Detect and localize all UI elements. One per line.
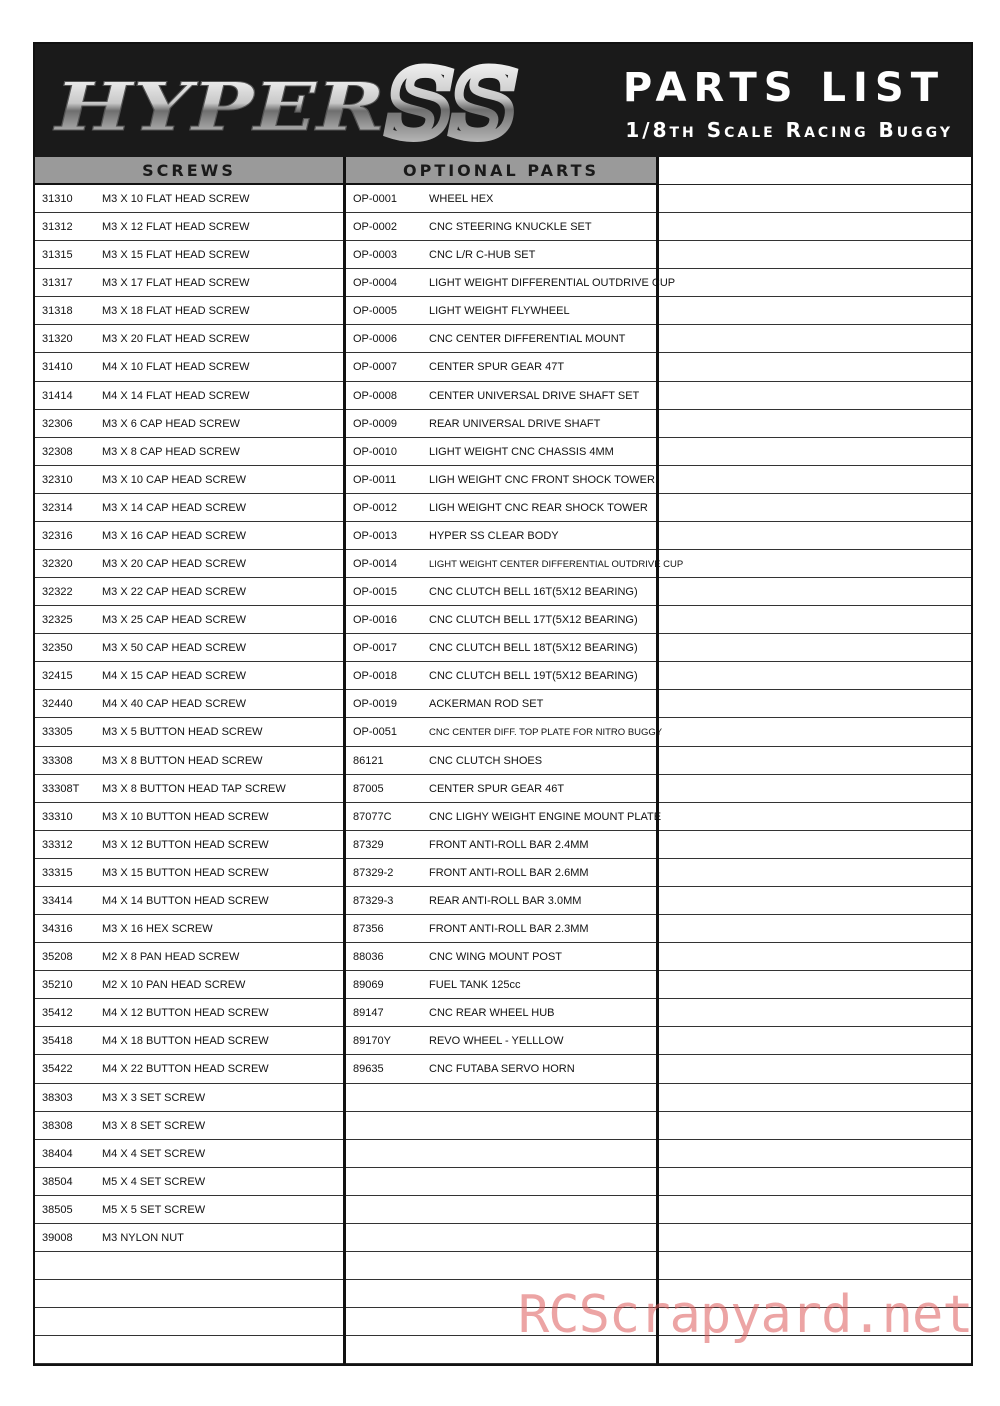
part-description: CNC CENTER DIFFERENTIAL MOUNT (429, 333, 626, 346)
table-row (346, 718, 663, 746)
part-description: M4 X 18 BUTTON HEAD SCREW (102, 1035, 269, 1048)
screws-list (35, 185, 343, 1364)
part-description: M3 X 8 BUTTON HEAD SCREW (102, 754, 263, 767)
table-row (659, 1027, 971, 1055)
table-row (346, 1112, 656, 1140)
table-row (659, 971, 971, 999)
column-heading-blank (659, 157, 971, 185)
table-row (346, 522, 656, 550)
table-row (659, 915, 971, 943)
table-row (659, 887, 971, 915)
part-description: M3 X 10 CAP HEAD SCREW (102, 473, 247, 486)
table-row (659, 1140, 971, 1168)
part-number: OP-0004 (353, 277, 398, 290)
part-number: 33308T (42, 782, 80, 795)
part-number: 38303 (42, 1091, 73, 1104)
part-description: M4 X 22 BUTTON HEAD SCREW (102, 1063, 269, 1076)
table-row (35, 410, 343, 438)
part-number: OP-0014 (353, 558, 398, 571)
part-number: OP-0016 (353, 614, 398, 627)
table-row (346, 859, 656, 887)
part-number: 38505 (42, 1203, 73, 1216)
table-row (35, 1224, 343, 1252)
table-row (35, 887, 343, 915)
part-description: M5 X 4 SET SCREW (102, 1175, 206, 1188)
blank-column (659, 157, 971, 1366)
part-description: M4 X 12 BUTTON HEAD SCREW (102, 1007, 269, 1020)
part-description: CNC L/R C-HUB SET (429, 249, 536, 262)
part-number: OP-0002 (353, 221, 398, 234)
table-row (659, 606, 971, 634)
part-description: M3 X 12 BUTTON HEAD SCREW (102, 838, 269, 851)
part-number: 32322 (42, 586, 73, 599)
table-row (35, 1252, 343, 1280)
table-row (659, 775, 971, 803)
part-number: 31318 (42, 305, 73, 318)
table-row (659, 662, 971, 690)
part-description: CNC CLUTCH SHOES (429, 754, 543, 767)
part-description: CNC REAR WHEEL HUB (429, 1007, 555, 1020)
table-row (659, 297, 971, 325)
part-number: 31312 (42, 221, 73, 234)
table-row (659, 803, 971, 831)
table-row (35, 971, 343, 999)
part-description: M3 X 8 CAP HEAD SCREW (102, 445, 240, 458)
part-description: CNC STEERING KNUCKLE SET (429, 221, 592, 234)
table-row (659, 325, 971, 353)
column-heading-screws: SCREWS (35, 157, 343, 185)
table-row (35, 578, 343, 606)
page-subtitle: 1/8th Scale Racing Buggy (625, 118, 953, 142)
table-row (346, 297, 656, 325)
table-row (35, 943, 343, 971)
part-description: M4 X 4 SET SCREW (102, 1147, 206, 1160)
table-row (659, 410, 971, 438)
part-description: M3 X 20 CAP HEAD SCREW (102, 558, 247, 571)
part-description: CENTER SPUR GEAR 46T (429, 782, 565, 795)
part-number: 35418 (42, 1035, 73, 1048)
table-row (346, 269, 676, 297)
table-row (346, 1196, 656, 1224)
column-heading-optional-parts: OPTIONAL PARTS (346, 157, 656, 185)
part-number: 39008 (42, 1231, 73, 1244)
table-row (659, 522, 971, 550)
part-description: CNC CLUTCH BELL 16T(5X12 BEARING) (429, 586, 638, 599)
table-row (35, 1140, 343, 1168)
table-row (346, 466, 656, 494)
part-description: M3 X 18 FLAT HEAD SCREW (102, 305, 250, 318)
part-description: CNC CENTER DIFF. TOP PLATE FOR NITRO BUGGY (429, 727, 663, 739)
part-description: M3 X 10 BUTTON HEAD SCREW (102, 810, 269, 823)
table-row (659, 1252, 971, 1280)
part-number: 86121 (353, 754, 384, 767)
part-number: 38308 (42, 1119, 73, 1132)
table-row (346, 494, 656, 522)
part-description: M5 X 5 SET SCREW (102, 1203, 206, 1216)
table-row (659, 859, 971, 887)
table-row (346, 185, 656, 213)
part-description: REAR ANTI-ROLL BAR 3.0MM (429, 894, 582, 907)
part-description: HYPER SS CLEAR BODY (429, 529, 559, 542)
table-row (659, 185, 971, 213)
part-description: LIGHT WEIGHT DIFFERENTIAL OUTDRIVE CUP (429, 277, 676, 290)
watermark: RCScrapyard.net (518, 1285, 973, 1345)
part-description: M3 X 15 FLAT HEAD SCREW (102, 249, 250, 262)
part-description: M3 X 16 HEX SCREW (102, 923, 213, 936)
part-number: 32308 (42, 445, 73, 458)
part-number: 87329-3 (353, 894, 394, 907)
table-row (346, 1140, 656, 1168)
part-description: LIGHT WEIGHT CNC CHASSIS 4MM (429, 445, 614, 458)
table-row (35, 353, 343, 381)
part-description: M3 X 22 CAP HEAD SCREW (102, 586, 247, 599)
table-row (659, 831, 971, 859)
part-description: LIGHT WEIGHT CENTER DIFFERENTIAL OUTDRIVE CUP (429, 559, 684, 571)
table-row (346, 831, 656, 859)
table-row (35, 999, 343, 1027)
table-row (346, 353, 656, 381)
svg-text:HYPER: HYPER (52, 68, 386, 146)
part-number: 87005 (353, 782, 384, 795)
part-number: 32314 (42, 501, 73, 514)
table-row (35, 1055, 343, 1083)
part-number: OP-0015 (353, 586, 398, 599)
part-description: M3 X 10 FLAT HEAD SCREW (102, 193, 250, 205)
part-number: 31320 (42, 333, 73, 346)
part-description: M2 X 8 PAN HEAD SCREW (102, 951, 240, 964)
table-row (659, 1168, 971, 1196)
part-description: LIGHT WEIGHT FLYWHEEL (429, 305, 570, 318)
part-number: 35210 (42, 979, 73, 992)
table-row (35, 1196, 343, 1224)
part-number: 32325 (42, 614, 73, 627)
part-number: 33315 (42, 866, 73, 879)
table-row (659, 382, 971, 410)
table-row (346, 606, 656, 634)
table-row (35, 718, 343, 746)
table-row (659, 494, 971, 522)
table-row (35, 690, 343, 718)
part-number: OP-0006 (353, 333, 398, 346)
part-description: M3 NYLON NUT (102, 1231, 184, 1244)
table-row (659, 353, 971, 381)
part-number: 33414 (42, 894, 73, 907)
part-number: OP-0007 (353, 361, 398, 374)
part-number: 87329 (353, 838, 384, 851)
part-number: 89635 (353, 1063, 384, 1076)
table-row (346, 690, 656, 718)
svg-text:SS: SS (387, 52, 517, 152)
table-row (35, 550, 343, 578)
table-row (35, 382, 343, 410)
part-number: 35422 (42, 1063, 73, 1076)
table-row (659, 1112, 971, 1140)
part-description: CNC FUTABA SERVO HORN (429, 1063, 575, 1076)
table-row (659, 269, 971, 297)
table-row (35, 1084, 343, 1112)
part-description: CNC CLUTCH BELL 18T(5X12 BEARING) (429, 642, 638, 655)
part-description: M3 X 15 BUTTON HEAD SCREW (102, 866, 269, 879)
table-row (35, 662, 343, 690)
part-number: OP-0019 (353, 698, 398, 711)
page-title: PARTS LIST (622, 65, 945, 111)
part-description: M4 X 40 CAP HEAD SCREW (102, 698, 247, 711)
table-row (659, 718, 971, 746)
part-description: FRONT ANTI-ROLL BAR 2.6MM (429, 866, 589, 879)
table-row (659, 1224, 971, 1252)
table-row (35, 634, 343, 662)
part-description: FRONT ANTI-ROLL BAR 2.3MM (429, 923, 589, 936)
part-number: 32350 (42, 642, 73, 655)
optional-parts-column (346, 157, 684, 1366)
table-row (35, 606, 343, 634)
part-number: 88036 (353, 951, 384, 964)
part-number: 31315 (42, 249, 73, 262)
table-row (35, 522, 343, 550)
part-number: 89147 (353, 1007, 384, 1020)
table-row (346, 325, 656, 353)
table-row (35, 466, 343, 494)
part-number: 33312 (42, 838, 73, 851)
part-number: OP-0011 (353, 473, 397, 486)
table-row (35, 1336, 343, 1364)
part-number: OP-0013 (353, 529, 398, 542)
part-number: 31310 (42, 193, 73, 205)
table-row (346, 971, 656, 999)
table-row (346, 747, 656, 775)
table-row (35, 859, 343, 887)
table-row (346, 943, 656, 971)
part-number: 33308 (42, 754, 73, 767)
table-row (346, 213, 656, 241)
table-row (659, 690, 971, 718)
part-number: 32306 (42, 417, 73, 430)
table-row (346, 1168, 656, 1196)
part-description: CENTER SPUR GEAR 47T (429, 361, 565, 374)
part-number: 35412 (42, 1007, 73, 1020)
header-banner (35, 44, 971, 157)
part-number: OP-0001 (353, 193, 398, 205)
table-row (346, 887, 656, 915)
part-description: M3 X 17 FLAT HEAD SCREW (102, 277, 250, 290)
table-row (659, 943, 971, 971)
part-description: M3 X 5 BUTTON HEAD SCREW (102, 726, 263, 739)
part-number: 87356 (353, 923, 384, 936)
table-row (346, 1224, 656, 1252)
part-number: 32415 (42, 670, 73, 683)
table-row (35, 1027, 343, 1055)
table-row (35, 915, 343, 943)
part-description: M4 X 14 FLAT HEAD SCREW (102, 389, 250, 402)
table-row (346, 1084, 656, 1112)
table-row (35, 775, 343, 803)
table-row (659, 1084, 971, 1112)
table-row (35, 747, 343, 775)
table-row (346, 915, 656, 943)
part-description: M3 X 6 CAP HEAD SCREW (102, 417, 240, 430)
table-row (659, 241, 971, 269)
table-row (346, 1055, 656, 1083)
table-row (35, 269, 343, 297)
part-description: FRONT ANTI-ROLL BAR 2.4MM (429, 838, 589, 851)
part-number: 87077C (353, 810, 392, 823)
part-description: M3 X 16 CAP HEAD SCREW (102, 529, 247, 542)
table-row (346, 1027, 656, 1055)
table-row (35, 1280, 343, 1308)
table-row (346, 550, 684, 578)
table-row (659, 213, 971, 241)
part-description: REAR UNIVERSAL DRIVE SHAFT (429, 417, 601, 430)
part-number: OP-0009 (353, 417, 398, 430)
part-number: 89069 (353, 979, 384, 992)
part-number: 32316 (42, 529, 73, 542)
table-row (35, 185, 343, 213)
table-row (35, 438, 343, 466)
optional-parts-list (346, 185, 684, 1364)
part-number: 32320 (42, 558, 73, 571)
part-number: 38404 (42, 1147, 73, 1160)
part-number: 38504 (42, 1175, 73, 1188)
part-description: CENTER UNIVERSAL DRIVE SHAFT SET (429, 389, 640, 402)
part-number: 35208 (42, 951, 73, 964)
table-row (35, 241, 343, 269)
part-number: 87329-2 (353, 866, 394, 879)
part-number: 31414 (42, 389, 73, 402)
table-row (659, 634, 971, 662)
part-description: FUEL TANK 125cc (429, 979, 521, 992)
part-description: M4 X 15 CAP HEAD SCREW (102, 670, 247, 683)
table-row (35, 297, 343, 325)
table-row (35, 494, 343, 522)
table-row (659, 578, 971, 606)
table-row (659, 466, 971, 494)
part-description: CNC LIGHY WEIGHT ENGINE MOUNT PLATE (429, 810, 662, 823)
part-number: OP-0005 (353, 305, 398, 318)
table-row (346, 438, 656, 466)
part-description: M3 X 20 FLAT HEAD SCREW (102, 333, 250, 346)
table-row (346, 999, 656, 1027)
part-description: REVO WHEEL - YELLLOW (429, 1035, 564, 1048)
part-description: CNC WING MOUNT POST (429, 951, 563, 964)
part-description: M3 X 3 SET SCREW (102, 1091, 206, 1104)
table-row (659, 747, 971, 775)
part-number: OP-0010 (353, 445, 398, 458)
part-description: M3 X 14 CAP HEAD SCREW (102, 501, 247, 514)
table-row (346, 634, 656, 662)
table-row (659, 438, 971, 466)
blank-list (659, 185, 971, 1364)
table-row (346, 578, 656, 606)
part-number: 89170Y (353, 1035, 391, 1048)
table-row (659, 1055, 971, 1083)
table-row (346, 662, 656, 690)
table-row (346, 775, 656, 803)
part-description: M2 X 10 PAN HEAD SCREW (102, 979, 246, 992)
part-number: 33310 (42, 810, 73, 823)
table-row (346, 410, 656, 438)
table-row (35, 213, 343, 241)
table-row (35, 325, 343, 353)
table-row (35, 1308, 343, 1336)
part-number: 31317 (42, 277, 73, 290)
part-number: 34316 (42, 923, 73, 936)
part-number: OP-0012 (353, 501, 398, 514)
part-description: M3 X 12 FLAT HEAD SCREW (102, 221, 250, 234)
part-description: CNC CLUTCH BELL 19T(5X12 BEARING) (429, 670, 638, 683)
part-description: LIGH WEIGHT CNC FRONT SHOCK TOWER (429, 473, 655, 486)
screws-column (35, 157, 346, 1366)
part-number: 32440 (42, 698, 73, 711)
part-number: 33305 (42, 726, 73, 739)
table-row (346, 803, 662, 831)
part-description: M3 X 8 SET SCREW (102, 1119, 206, 1132)
part-number: OP-0018 (353, 670, 398, 683)
table-row (659, 1196, 971, 1224)
table-row (346, 241, 656, 269)
table-row (35, 1168, 343, 1196)
table-row (35, 803, 343, 831)
part-number: OP-0017 (353, 642, 398, 655)
part-description: M4 X 14 BUTTON HEAD SCREW (102, 894, 269, 907)
part-number: 32310 (42, 473, 73, 486)
table-row (659, 999, 971, 1027)
table-row (35, 1112, 343, 1140)
part-description: WHEEL HEX (429, 193, 494, 205)
parts-list-sheet (33, 42, 973, 1366)
table-row (346, 382, 656, 410)
table-row (346, 1252, 656, 1280)
part-description: LIGH WEIGHT CNC REAR SHOCK TOWER (429, 501, 648, 514)
part-description: CNC CLUTCH BELL 17T(5X12 BEARING) (429, 614, 638, 627)
part-description: M3 X 8 BUTTON HEAD TAP SCREW (102, 782, 286, 795)
hyper-ss-logo (47, 52, 527, 152)
part-number: OP-0003 (353, 249, 398, 262)
part-number: OP-0008 (353, 389, 398, 402)
part-number: OP-0051 (353, 726, 398, 739)
table-row (659, 550, 971, 578)
part-description: M4 X 10 FLAT HEAD SCREW (102, 361, 250, 374)
part-description: M3 X 50 CAP HEAD SCREW (102, 642, 247, 655)
table-row (35, 831, 343, 859)
part-description: M3 X 25 CAP HEAD SCREW (102, 614, 247, 627)
part-description: ACKERMAN ROD SET (429, 698, 544, 711)
part-number: 31410 (42, 361, 73, 374)
